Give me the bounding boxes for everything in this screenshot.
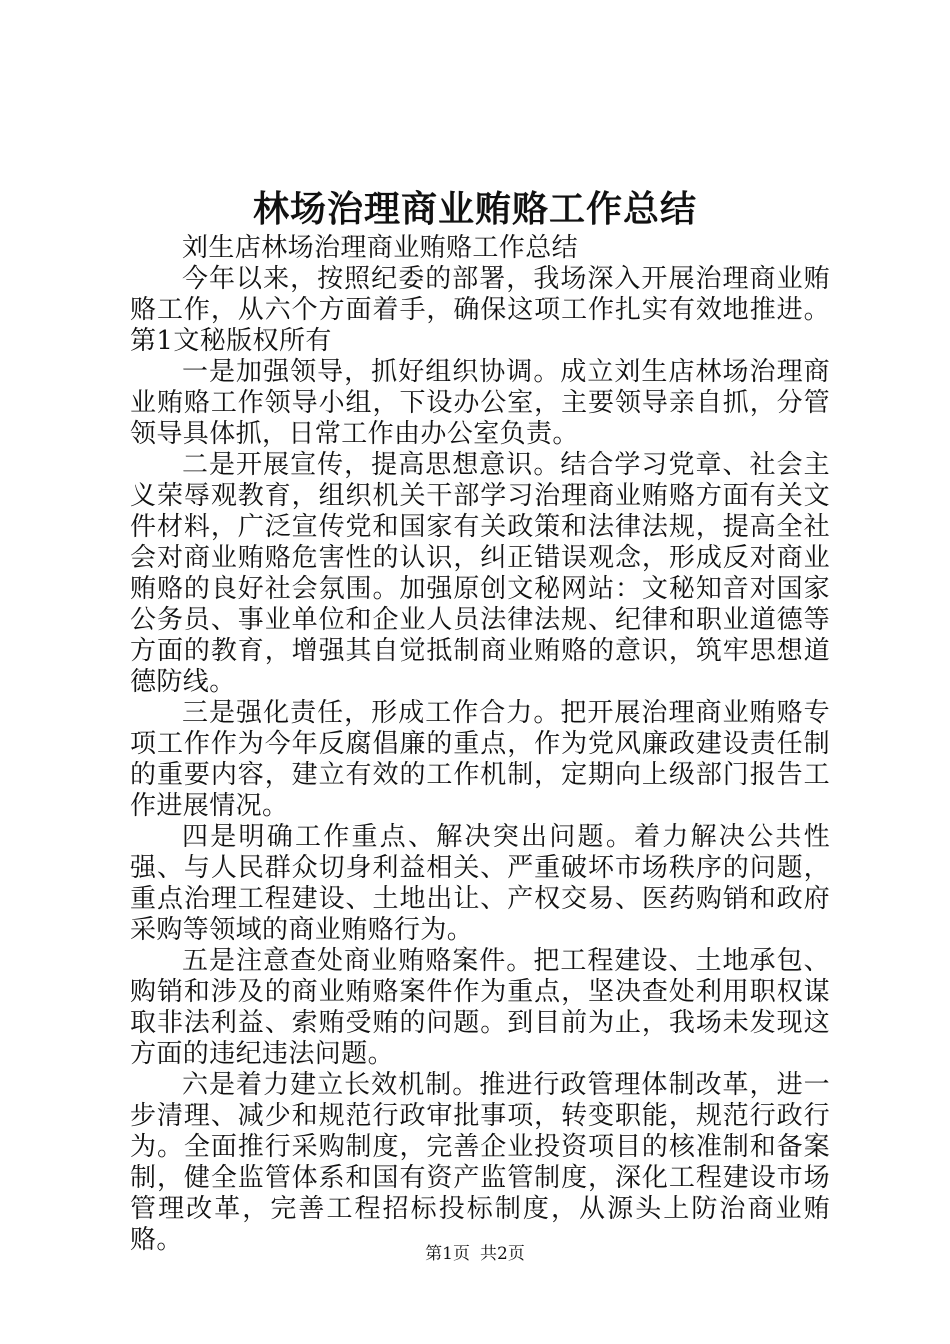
page-footer [0,1243,950,1265]
paragraph-point-3: 三是强化责任，形成工作合力。把开展治理商业贿赂专项工作作为今年反腐倡廉的重点，作为党风廉政建设责任制的重要内容，建立有效的工作机制，定期向上级部门报告工作进展情况。 [130,698,830,821]
page-number: 第1页 [425,1244,470,1264]
document-subtitle: 刘生店林场治理商业贿赂工作总结 [182,233,579,263]
paragraph-point-1: 一是加强领导，抓好组织协调。成立刘生店林场治理商业贿赂工作领导小组，下设办公室，主要领导亲自抓，分管领导具体抓，日常工作由办公室负责。 [130,357,830,449]
paragraph-point-6: 六是着力建立长效机制。推进行政管理体制改革，进一步清理、减少和规范行政审批事项，转变职能，规范行政行为。全面推行采购制度，完善企业投资项目的核准制和备案制，健全监管体系和国有资产监管制度，深化工程建设市场管理改革，完善工程招标投标制度，从源头上防治商业贿赂。 [130,1070,830,1255]
document-title: 林场治理商业贿赂工作总结 [252,188,697,230]
paragraph-intro: 今年以来，按照纪委的部署，我场深入开展治理商业贿赂工作，从六个方面着手，确保这项工作扎实有效地推进。第1文秘版权所有 [130,264,830,356]
page-total: 共2页 [480,1244,525,1264]
paragraph-point-2: 二是开展宣传，提高思想意识。结合学习党章、社会主义荣辱观教育，组织机关干部学习治理商业贿赂方面有关文件材料，广泛宣传党和国家有关政策和法律法规，提高全社会对商业贿赂危害性的认识，纠正错误观念，形成反对商业贿赂的良好社会氛围。加强原创文秘网站：文秘知音对国家公务员、事业单位和企业人员法律法规、纪律和职业道德等方面的教育，增强其自觉抵制商业贿赂的意识，筑牢思想道德防线。 [130,450,830,697]
paragraph-point-5: 五是注意查处商业贿赂案件。把工程建设、土地承包、购销和涉及的商业贿赂案件作为重点，坚决查处利用职权谋取非法利益、索贿受贿的问题。到目前为止，我场未发现这方面的违纪违法问题。 [130,946,830,1069]
paragraph-point-4: 四是明确工作重点、解决突出问题。着力解决公共性强、与人民群众切身利益相关、严重破坏市场秩序的问题，重点治理工程建设、土地出让、产权交易、医药购销和政府采购等领域的商业贿赂行为。 [130,822,830,945]
document-body [130,233,830,1256]
